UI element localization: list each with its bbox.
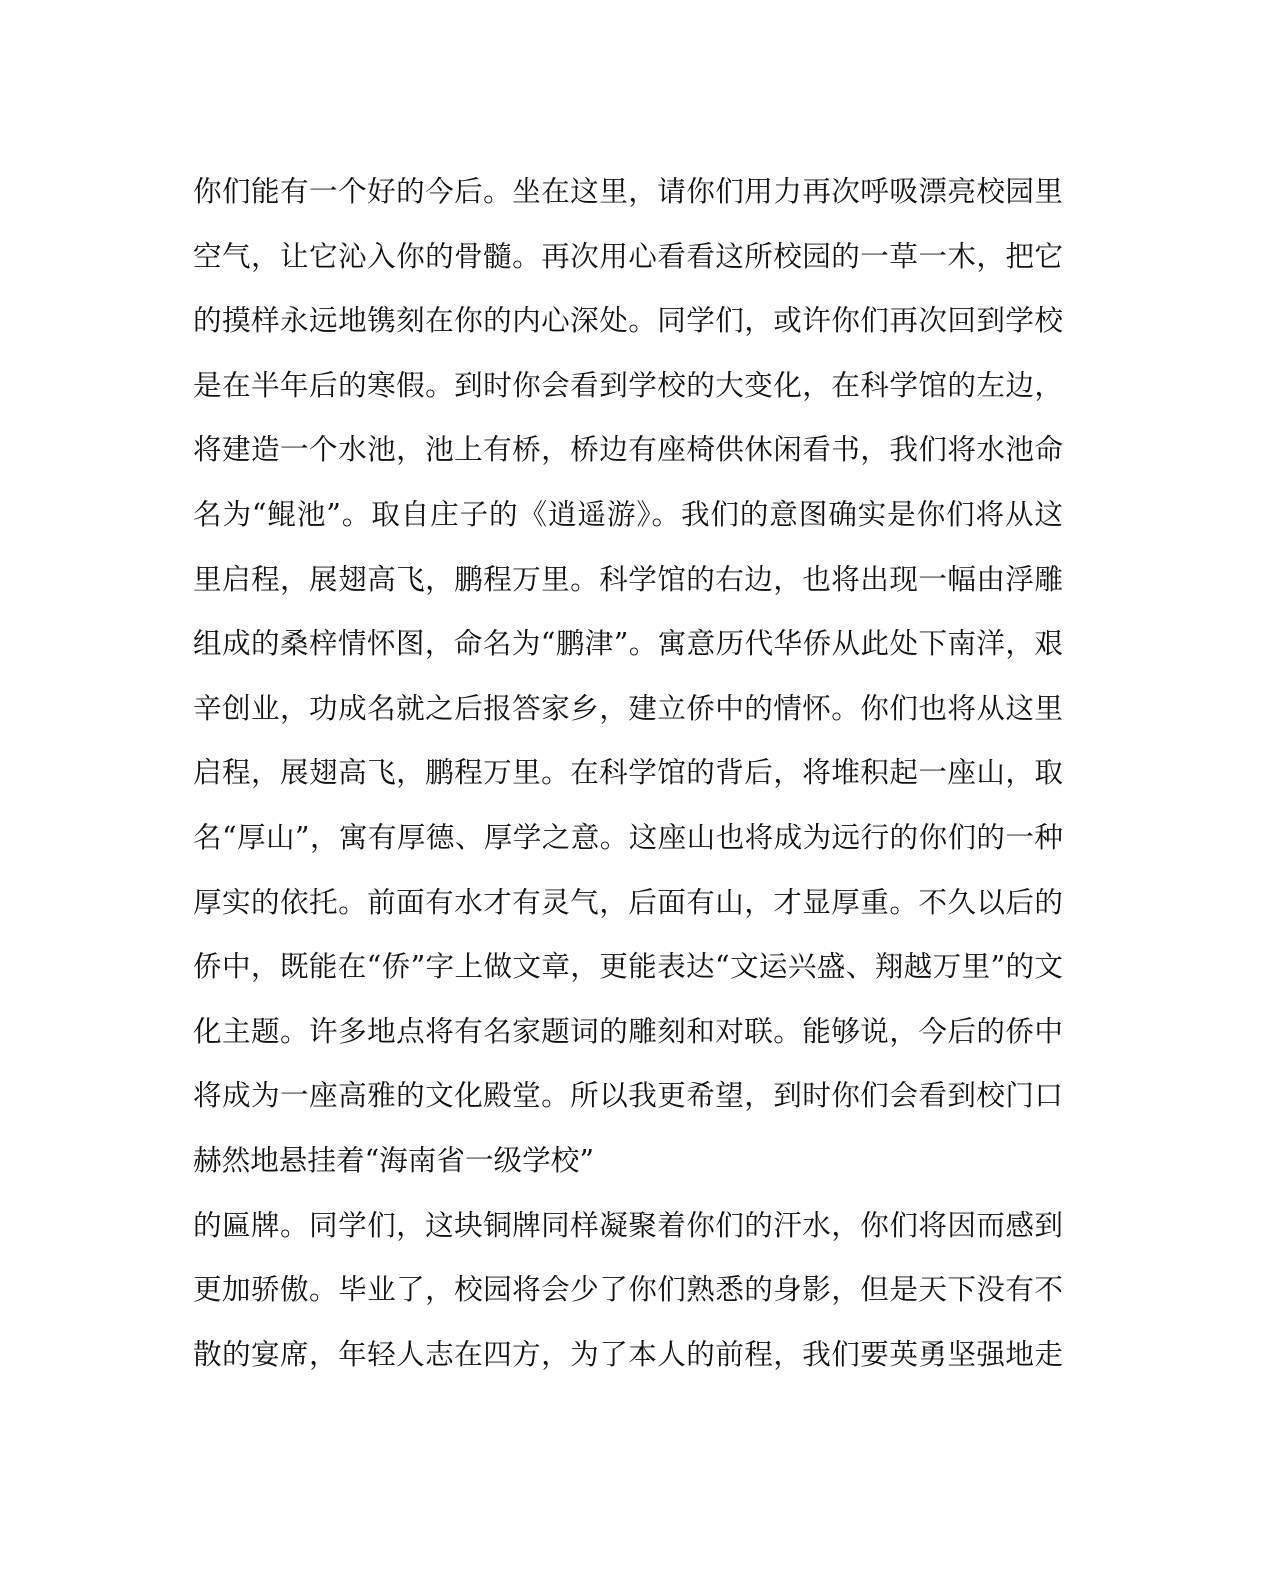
text-line: 启程，展翅高飞，鹏程万里。在科学馆的背后，将堆积起一座山，取 [193,755,1063,790]
text-line: 赫然地悬挂着“海南省一级学校” [193,1142,594,1177]
text-line: 是在半年后的寒假。到时你会看到学校的大变化，在科学馆的左边， [193,367,1063,402]
text-line: 化主题。许多地点将有名家题词的雕刻和对联。能够说，今后的侨中 [193,1013,1063,1048]
text-line: 名为“鲲池”。取自庄子的《逍遥游》。我们的意图确实是你们将从这 [193,496,1063,531]
text-line: 你们能有一个好的今后。坐在这里，请你们用力再次呼吸漂亮校园里 [193,174,1063,208]
text-line: 散的宴席，年轻人志在四方，为了本人的前程，我们要英勇坚强地走 [193,1336,1063,1371]
text-line: 里启程，展翅高飞，鹏程万里。科学馆的右边，也将出现一幅由浮雕 [193,561,1063,596]
text-line: 将建造一个水池，池上有桥，桥边有座椅供休闲看书，我们将水池命 [193,432,1063,467]
text-line: 名“厚山”，寓有厚德、厚学之意。这座山也将成为远行的你们的一种 [193,819,1063,854]
text-line: 侨中，既能在“侨”字上做文章，更能表达“文运兴盛、翔越万里”的文 [193,949,1063,984]
text-line: 空气，让它沁入你的骨髓。再次用心看看这所校园的一草一木，把它 [193,238,1063,273]
text-line: 将成为一座高雅的文化殿堂。所以我更希望，到时你们会看到校门口 [193,1078,1063,1113]
text-line: 组成的桑梓情怀图，命名为“鹏津”。寓意历代华侨从此处下南洋，艰 [193,626,1063,661]
body-text [193,165,1063,1392]
text-line: 的摸样永远地镌刻在你的内心深处。同学们，或许你们再次回到学校 [193,303,1063,338]
text-line: 更加骄傲。毕业了，校园将会少了你们熟悉的身影，但是天下没有不 [193,1272,1063,1307]
text-line: 的匾牌。同学们，这块铜牌同样凝聚着你们的汗水，你们将因而感到 [193,1207,1063,1242]
text-line: 辛创业，功成名就之后报答家乡，建立侨中的情怀。你们也将从这里 [193,690,1063,725]
text-line: 厚实的依托。前面有水才有灵气，后面有山，才显厚重。不久以后的 [193,884,1063,919]
